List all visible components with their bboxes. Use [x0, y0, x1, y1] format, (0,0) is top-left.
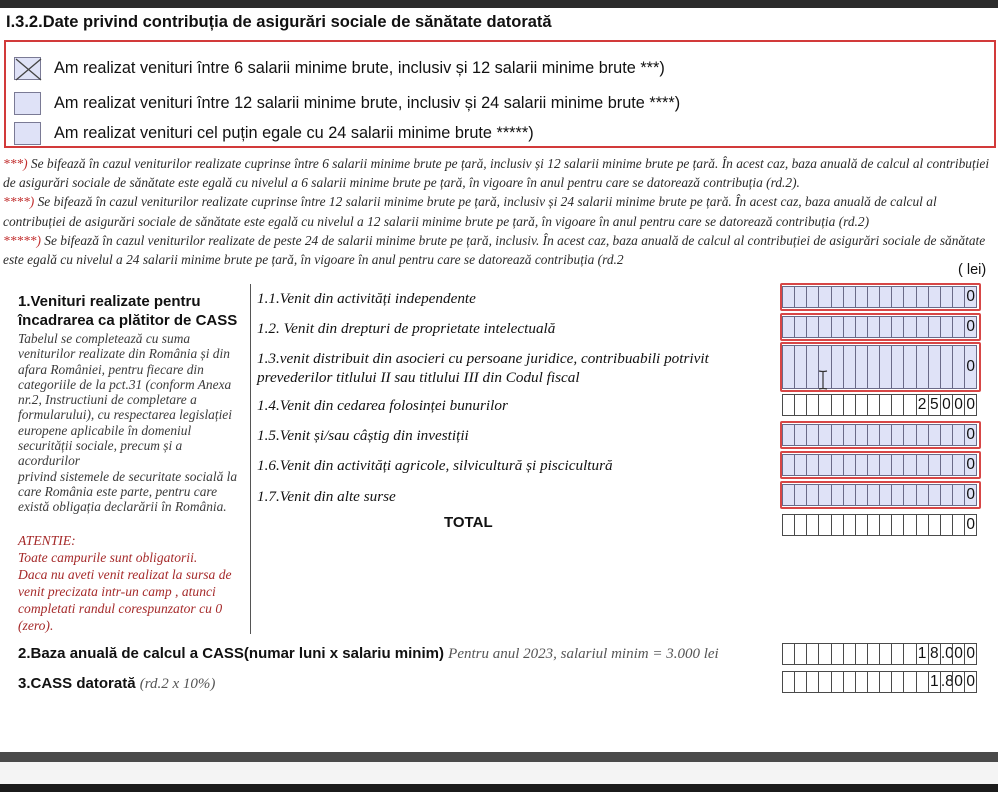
digit-cell: 2: [916, 394, 929, 416]
income-1-6-field-highlight: [780, 451, 981, 479]
digit-cell: 0: [964, 345, 977, 389]
income-section-title: 1.Venituri realizate pentru încadrarea ca plătitor de CASS: [18, 293, 238, 329]
bracket-option-12-24[interactable]: [14, 90, 680, 116]
x-mark-icon: [15, 58, 42, 81]
row-3-label: 3.CASS datorată (rd.2 x 10%): [18, 675, 216, 692]
footnote-2: ****) Se bifează în cazul veniturilor realizate cuprinse între 12 salarii minime brute pe țară, inclusiv și 24 salarii minime brute pe țară. În acest caz, baza anuală de calcul al: [3, 194, 937, 210]
text-cursor-icon: [818, 370, 828, 390]
section-title: I.3.2.Date privind contribuția de asigurări sociale de sănătate datorată: [6, 13, 552, 31]
digit-cell: 1: [916, 643, 929, 665]
row-2-note: Pentru anul 2023, salariul minim = 3.000 lei: [448, 646, 719, 662]
bracket-option-24-plus[interactable]: [14, 120, 534, 146]
column-divider: [250, 284, 251, 634]
footnote-2-cont: contribuției de asigurări sociale de sănătate este egală cu nivelul a 12 salarii minime brute pe țară, în vigoare în anul pentru care se datorează contribuția (rd.2): [3, 213, 870, 229]
income-section-intro: [18, 292, 246, 515]
row-3-field[interactable]: [783, 671, 977, 693]
digit-cell: 0: [964, 643, 977, 665]
row-label-1-5: 1.5.Venit și/sau câștig din investiții: [257, 427, 469, 444]
row-2-field[interactable]: [783, 643, 977, 665]
income-1-4-field[interactable]: [783, 394, 977, 416]
income-1-3-field-highlight: [780, 342, 981, 392]
digit-cell: .8: [940, 671, 953, 693]
bracket-label-12-24: Am realizat venituri între 12 salarii minime brute, inclusiv și 24 salarii minime brute ****): [54, 93, 681, 112]
checkbox-6-12[interactable]: [14, 57, 41, 80]
row-3-note: (rd.2 x 10%): [139, 676, 216, 692]
digit-cell: 0: [964, 454, 977, 476]
digit-cell: 0: [964, 484, 977, 506]
income-1-5-field-highlight: [780, 421, 981, 449]
footnote-1-cont: de asigurări sociale de sănătate este egală cu nivelul a 6 salarii minime brute pe țară, în vigoare în anul pentru care se datorează contribuția (rd.2).: [3, 175, 800, 191]
total-field[interactable]: [783, 514, 977, 536]
digit-cell: 0: [952, 671, 965, 693]
bracket-option-6-12[interactable]: [14, 55, 665, 81]
digit-cell: 0: [952, 643, 965, 665]
digit-cell: 0: [940, 394, 953, 416]
income-1-1-field-highlight: [780, 283, 981, 311]
row-label-1-3: 1.3.venit distribuit din asocieri cu persoane juridice, contribuabili potrivit prevederilor titlului II sau titlului III din Codul fiscal: [257, 350, 709, 386]
attention-note: ATENTIE: Toate campurile sunt obligatorii. Daca nu aveti venit realizat la sursa de venit precizata intr-un camp , atunci completati randul corespunzator cu 0 (zero).: [18, 533, 232, 633]
digit-cell: 0: [964, 316, 977, 338]
total-label: TOTAL: [444, 514, 493, 531]
bracket-label-6-12: Am realizat venituri între 6 salarii minime brute, inclusiv și 12 salarii minime brute ***): [54, 58, 665, 77]
digit-cell: .0: [940, 643, 953, 665]
row-label-1-6: 1.6.Venit din activități agricole, silvicultură și piscicultură: [257, 457, 613, 474]
bracket-label-24-plus: Am realizat venituri cel puțin egale cu 24 salarii minime brute *****): [54, 123, 534, 142]
digit-cell: 0: [964, 424, 977, 446]
currency-unit: ( lei): [958, 262, 987, 278]
top-bar: [0, 0, 998, 8]
row-label-1-7: 1.7.Venit din alte surse: [257, 488, 396, 505]
footnotes: [3, 154, 998, 269]
checkbox-12-24[interactable]: [14, 92, 41, 115]
digit-cell: 0: [964, 394, 977, 416]
income-bracket-panel: [4, 40, 996, 148]
row-label-1-1: 1.1.Venit din activități independente: [257, 290, 476, 307]
footnote-3-cont: este egală cu nivelul a 24 salarii minime brute pe țară, în vigoare în anul pentru care se datorează contribuția (rd.2: [3, 252, 624, 268]
footnote-1: ***) Se bifează în cazul veniturilor realizate cuprinse între 6 salarii minime brute pe țară, inclusiv și 12 salarii minime brute pe țară. În acest caz, baza anuală de calcul al contribuției: [3, 156, 990, 171]
page-divider: [0, 752, 998, 762]
digit-cell: 0: [964, 286, 977, 308]
next-page-edge: [0, 784, 998, 792]
digit-cell: 8: [928, 643, 941, 665]
income-section-description: Tabelul se completează cu suma veniturilor realizate din România și din afara României, pentru fiecare din categoriile de la pct.31 (conform Anexa nr.2, Instructiuni de completare a formularului), cu respectarea legislației europene aplicabile în domeniul securității sociale, precum și a acordurilor privind sistemele de securitate socială la care România este parte, pentru care există obligația declarării în România.: [18, 331, 238, 515]
row-label-1-2: 1.2. Venit din drepturi de proprietate intelectuală: [257, 320, 556, 337]
digit-cell: 5: [928, 394, 941, 416]
footnote-3: *****) Se bifează în cazul veniturilor realizate de peste 24 de salarii minime brute pe țară, inclusiv. În acest caz, baza anuală de calcul al contribuției de asigurări sociale de sănătate: [3, 232, 986, 248]
income-1-7-field-highlight: [780, 481, 981, 509]
row-label-1-4: 1.4.Venit din cedarea folosinței bunurilor: [257, 397, 508, 414]
checkbox-24-plus[interactable]: [14, 122, 41, 145]
digit-cell: 0: [964, 671, 977, 693]
row-2-label: 2.Baza anuală de calcul a CASS(numar luni x salariu minim) Pentru anul 2023, salariul minim = 3.000 lei: [18, 645, 719, 662]
digit-cell: 1: [928, 671, 941, 693]
digit-cell: 0: [952, 394, 965, 416]
digit-cell: 0: [964, 514, 977, 536]
income-1-2-field-highlight: [780, 313, 981, 341]
